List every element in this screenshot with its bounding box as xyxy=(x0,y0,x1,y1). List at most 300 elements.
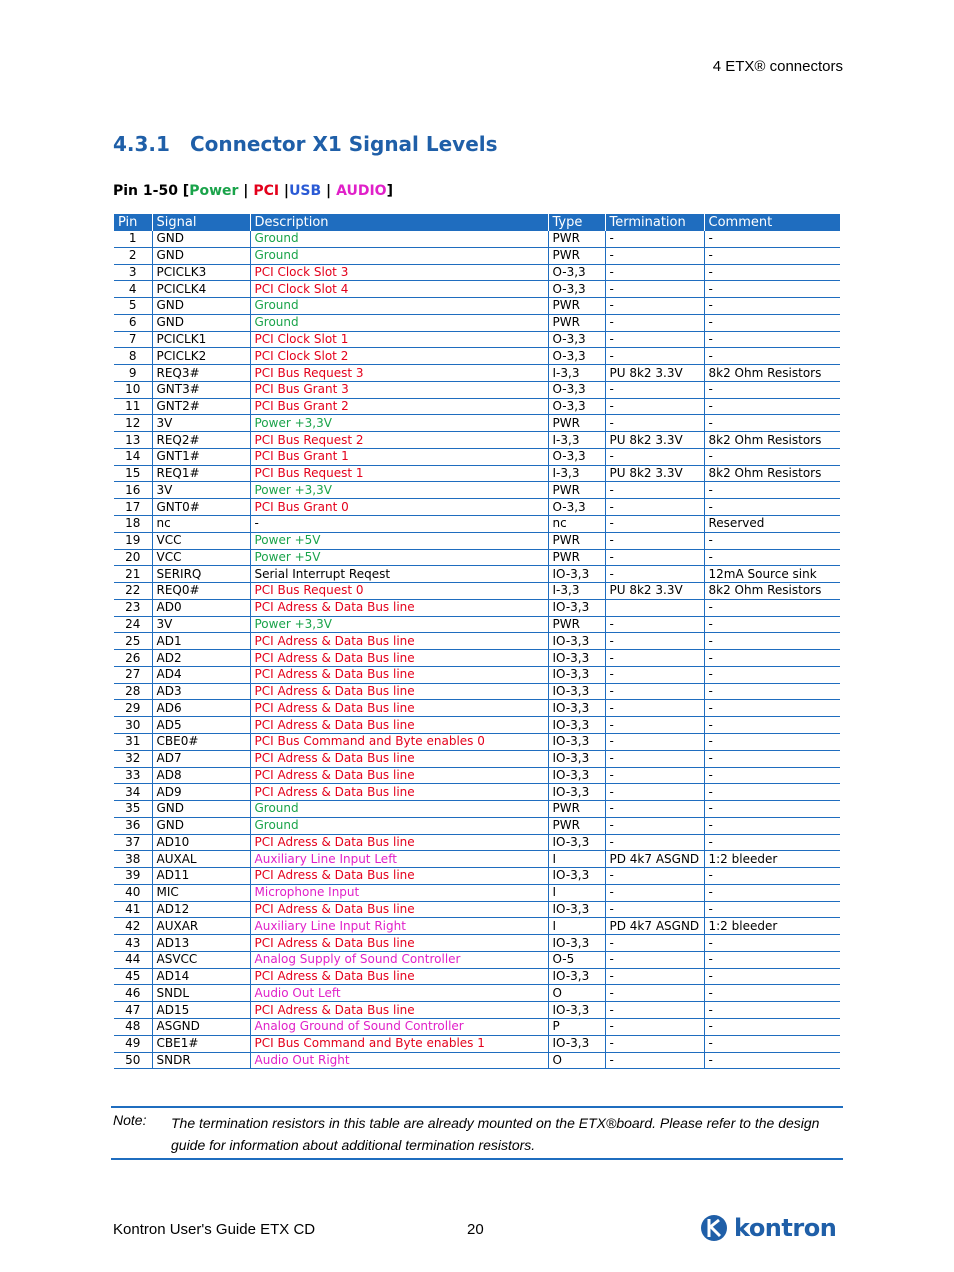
cell-comment: - xyxy=(704,532,840,549)
cell-type: PWR xyxy=(548,298,605,315)
table-row xyxy=(114,599,840,616)
cell-termination: - xyxy=(605,314,704,331)
chapter-header: 4 ETX® connectors xyxy=(712,58,843,75)
cell-signal: 3V xyxy=(152,616,250,633)
cell-pin: 11 xyxy=(114,398,152,415)
cell-description: PCI Bus Request 3 xyxy=(250,365,548,382)
cell-type: IO-3,3 xyxy=(548,1002,605,1019)
cell-signal: SNDR xyxy=(152,1052,250,1069)
cell-signal: AD9 xyxy=(152,784,250,801)
cell-comment: - xyxy=(704,448,840,465)
cell-pin: 46 xyxy=(114,985,152,1002)
cell-type: I-3,3 xyxy=(548,432,605,449)
cell-description: PCI Adress & Data Bus line xyxy=(250,683,548,700)
cell-pin: 25 xyxy=(114,633,152,650)
cell-termination: - xyxy=(605,633,704,650)
cell-type: PWR xyxy=(548,415,605,432)
cell-description: Auxiliary Line Input Left xyxy=(250,851,548,868)
cell-comment: - xyxy=(704,700,840,717)
cell-description: PCI Adress & Data Bus line xyxy=(250,633,548,650)
cell-comment: - xyxy=(704,482,840,499)
cell-type: IO-3,3 xyxy=(548,683,605,700)
cell-signal: AD2 xyxy=(152,650,250,667)
cell-description: PCI Adress & Data Bus line xyxy=(250,767,548,784)
table-row xyxy=(114,968,840,985)
cell-description: PCI Clock Slot 4 xyxy=(250,281,548,298)
cell-comment: - xyxy=(704,314,840,331)
cell-description: Serial Interrupt Reqest xyxy=(250,566,548,583)
cell-comment: - xyxy=(704,834,840,851)
table-row xyxy=(114,985,840,1002)
cell-termination: - xyxy=(605,968,704,985)
cell-termination: - xyxy=(605,700,704,717)
table-row xyxy=(114,331,840,348)
table-row xyxy=(114,935,840,952)
cell-type: O-3,3 xyxy=(548,448,605,465)
kontron-logo xyxy=(700,1214,836,1242)
cell-pin: 34 xyxy=(114,784,152,801)
kontron-logo-icon xyxy=(700,1214,728,1242)
cell-signal: GND xyxy=(152,817,250,834)
cell-pin: 35 xyxy=(114,801,152,818)
cell-type: I xyxy=(548,884,605,901)
cell-termination: - xyxy=(605,231,704,247)
cell-termination: - xyxy=(605,666,704,683)
cell-type: I xyxy=(548,851,605,868)
cell-pin: 7 xyxy=(114,331,152,348)
cell-comment: - xyxy=(704,633,840,650)
column-header-termination: Termination xyxy=(605,214,704,231)
cell-pin: 16 xyxy=(114,482,152,499)
table-header-row xyxy=(114,214,840,231)
cell-pin: 41 xyxy=(114,901,152,918)
cell-type: IO-3,3 xyxy=(548,868,605,885)
table-row xyxy=(114,231,840,247)
cell-description: PCI Adress & Data Bus line xyxy=(250,784,548,801)
cell-pin: 24 xyxy=(114,616,152,633)
cell-description: - xyxy=(250,516,548,533)
pin-range-heading xyxy=(113,183,393,199)
table-row xyxy=(114,868,840,885)
cell-termination: - xyxy=(605,298,704,315)
cell-signal: GND xyxy=(152,231,250,247)
cell-termination: - xyxy=(605,264,704,281)
cell-signal: AD15 xyxy=(152,1002,250,1019)
cell-pin: 23 xyxy=(114,599,152,616)
cell-description: Microphone Input xyxy=(250,884,548,901)
cell-termination: - xyxy=(605,381,704,398)
cell-termination: - xyxy=(605,482,704,499)
cell-description: Auxiliary Line Input Right xyxy=(250,918,548,935)
cell-termination: - xyxy=(605,448,704,465)
table-row xyxy=(114,884,840,901)
table-row xyxy=(114,1018,840,1035)
cell-description: PCI Bus Command and Byte enables 0 xyxy=(250,733,548,750)
column-header-signal: Signal xyxy=(152,214,250,231)
cell-description: Ground xyxy=(250,801,548,818)
cell-comment: - xyxy=(704,247,840,264)
table-row xyxy=(114,1002,840,1019)
cell-pin: 18 xyxy=(114,516,152,533)
table-row xyxy=(114,465,840,482)
cell-signal: GND xyxy=(152,801,250,818)
cell-description: PCI Adress & Data Bus line xyxy=(250,868,548,885)
cell-type: I-3,3 xyxy=(548,365,605,382)
cell-type: O-3,3 xyxy=(548,381,605,398)
cell-type: IO-3,3 xyxy=(548,666,605,683)
cell-pin: 6 xyxy=(114,314,152,331)
cell-signal: 3V xyxy=(152,482,250,499)
cell-comment: - xyxy=(704,398,840,415)
cell-signal: GNT1# xyxy=(152,448,250,465)
cell-pin: 45 xyxy=(114,968,152,985)
column-header-description: Description xyxy=(250,214,548,231)
table-row xyxy=(114,750,840,767)
cell-type: IO-3,3 xyxy=(548,599,605,616)
cell-pin: 12 xyxy=(114,415,152,432)
cell-termination: - xyxy=(605,499,704,516)
cell-description: Ground xyxy=(250,298,548,315)
cell-comment: 8k2 Ohm Resistors xyxy=(704,365,840,382)
cell-pin: 20 xyxy=(114,549,152,566)
cell-pin: 1 xyxy=(114,231,152,247)
cell-description: PCI Adress & Data Bus line xyxy=(250,1002,548,1019)
cell-pin: 21 xyxy=(114,566,152,583)
cell-termination: PD 4k7 ASGND xyxy=(605,918,704,935)
table-row xyxy=(114,381,840,398)
cell-pin: 10 xyxy=(114,381,152,398)
table-row xyxy=(114,801,840,818)
section-title xyxy=(113,132,498,156)
cell-termination: PU 8k2 3.3V xyxy=(605,432,704,449)
cell-type: IO-3,3 xyxy=(548,717,605,734)
cell-description: PCI Adress & Data Bus line xyxy=(250,834,548,851)
cell-pin: 31 xyxy=(114,733,152,750)
cell-type: IO-3,3 xyxy=(548,633,605,650)
cell-comment: - xyxy=(704,298,840,315)
table-row xyxy=(114,666,840,683)
cell-pin: 26 xyxy=(114,650,152,667)
cell-signal: PCICLK2 xyxy=(152,348,250,365)
table-row xyxy=(114,516,840,533)
cell-type: PWR xyxy=(548,801,605,818)
cell-pin: 4 xyxy=(114,281,152,298)
table-row xyxy=(114,851,840,868)
cell-termination: - xyxy=(605,650,704,667)
cell-signal: GNT0# xyxy=(152,499,250,516)
cell-type: PWR xyxy=(548,247,605,264)
cell-type: IO-3,3 xyxy=(548,733,605,750)
cell-signal: ASVCC xyxy=(152,951,250,968)
legend-separator: | xyxy=(279,183,290,199)
table-row xyxy=(114,482,840,499)
cell-comment: - xyxy=(704,683,840,700)
cell-type: I-3,3 xyxy=(548,583,605,600)
cell-signal: AD11 xyxy=(152,868,250,885)
cell-comment: - xyxy=(704,348,840,365)
table-row xyxy=(114,834,840,851)
cell-pin: 15 xyxy=(114,465,152,482)
cell-type: I xyxy=(548,918,605,935)
cell-signal: nc xyxy=(152,516,250,533)
cell-comment: - xyxy=(704,381,840,398)
cell-comment: 8k2 Ohm Resistors xyxy=(704,432,840,449)
cell-type: PWR xyxy=(548,532,605,549)
cell-termination: PU 8k2 3.3V xyxy=(605,465,704,482)
cell-comment: - xyxy=(704,281,840,298)
cell-pin: 5 xyxy=(114,298,152,315)
cell-type: O xyxy=(548,985,605,1002)
cell-pin: 47 xyxy=(114,1002,152,1019)
page-number: 20 xyxy=(467,1221,484,1238)
cell-comment: - xyxy=(704,951,840,968)
cell-type: O-5 xyxy=(548,951,605,968)
cell-signal: ASGND xyxy=(152,1018,250,1035)
cell-termination: - xyxy=(605,398,704,415)
cell-pin: 39 xyxy=(114,868,152,885)
cell-description: PCI Clock Slot 1 xyxy=(250,331,548,348)
legend-separator: | xyxy=(238,183,254,199)
cell-signal: AD5 xyxy=(152,717,250,734)
cell-termination: - xyxy=(605,817,704,834)
cell-description: PCI Adress & Data Bus line xyxy=(250,666,548,683)
table-row xyxy=(114,767,840,784)
table-row xyxy=(114,448,840,465)
cell-signal: AD1 xyxy=(152,633,250,650)
cell-type: IO-3,3 xyxy=(548,750,605,767)
cell-signal: AUXAL xyxy=(152,851,250,868)
cell-description: PCI Bus Grant 1 xyxy=(250,448,548,465)
cell-signal: SERIRQ xyxy=(152,566,250,583)
cell-signal: AD0 xyxy=(152,599,250,616)
cell-comment: - xyxy=(704,817,840,834)
cell-termination: - xyxy=(605,566,704,583)
cell-pin: 37 xyxy=(114,834,152,851)
section-number: 4.3.1 xyxy=(113,132,170,156)
cell-comment: - xyxy=(704,985,840,1002)
cell-pin: 28 xyxy=(114,683,152,700)
table-row xyxy=(114,784,840,801)
cell-termination: - xyxy=(605,1018,704,1035)
cell-signal: AD4 xyxy=(152,666,250,683)
legend-pci: PCI xyxy=(253,183,280,199)
cell-description: PCI Bus Request 1 xyxy=(250,465,548,482)
table-row xyxy=(114,247,840,264)
cell-termination: - xyxy=(605,951,704,968)
cell-pin: 13 xyxy=(114,432,152,449)
cell-description: PCI Adress & Data Bus line xyxy=(250,700,548,717)
cell-description: PCI Bus Request 2 xyxy=(250,432,548,449)
cell-signal: CBE1# xyxy=(152,1035,250,1052)
cell-signal: MIC xyxy=(152,884,250,901)
cell-description: Power +3,3V xyxy=(250,415,548,432)
cell-description: Power +3,3V xyxy=(250,616,548,633)
table-row xyxy=(114,583,840,600)
column-header-comment: Comment xyxy=(704,214,840,231)
cell-type: PWR xyxy=(548,314,605,331)
cell-pin: 49 xyxy=(114,1035,152,1052)
table-row xyxy=(114,951,840,968)
pin-heading-prefix: Pin 1-50 [ xyxy=(113,183,190,199)
legend-separator: | xyxy=(321,183,337,199)
table-row xyxy=(114,633,840,650)
cell-termination: - xyxy=(605,767,704,784)
cell-type: IO-3,3 xyxy=(548,700,605,717)
cell-pin: 42 xyxy=(114,918,152,935)
cell-description: PCI Bus Command and Byte enables 1 xyxy=(250,1035,548,1052)
cell-signal: VCC xyxy=(152,532,250,549)
cell-termination: - xyxy=(605,532,704,549)
cell-description: Ground xyxy=(250,314,548,331)
table-row xyxy=(114,700,840,717)
cell-termination: - xyxy=(605,868,704,885)
cell-termination: - xyxy=(605,616,704,633)
pin-heading-suffix: ] xyxy=(386,183,393,199)
cell-comment: - xyxy=(704,331,840,348)
cell-termination: - xyxy=(605,516,704,533)
cell-description: Analog Supply of Sound Controller xyxy=(250,951,548,968)
cell-comment: - xyxy=(704,968,840,985)
cell-pin: 14 xyxy=(114,448,152,465)
table-row xyxy=(114,733,840,750)
cell-pin: 19 xyxy=(114,532,152,549)
logo-wordmark: kontron xyxy=(734,1214,837,1242)
cell-description: PCI Adress & Data Bus line xyxy=(250,935,548,952)
cell-signal: AD10 xyxy=(152,834,250,851)
cell-signal: AUXAR xyxy=(152,918,250,935)
cell-description: PCI Adress & Data Bus line xyxy=(250,750,548,767)
cell-comment: - xyxy=(704,549,840,566)
table-row xyxy=(114,616,840,633)
cell-description: PCI Clock Slot 2 xyxy=(250,348,548,365)
cell-type: IO-3,3 xyxy=(548,566,605,583)
cell-pin: 50 xyxy=(114,1052,152,1069)
cell-type: PWR xyxy=(548,616,605,633)
cell-signal: GNT2# xyxy=(152,398,250,415)
table-body xyxy=(114,231,840,1069)
cell-description: PCI Bus Request 0 xyxy=(250,583,548,600)
cell-comment: - xyxy=(704,935,840,952)
cell-termination: - xyxy=(605,1002,704,1019)
legend-audio: AUDIO xyxy=(336,183,387,199)
table-row xyxy=(114,314,840,331)
table-row xyxy=(114,499,840,516)
cell-pin: 30 xyxy=(114,717,152,734)
cell-type: PWR xyxy=(548,549,605,566)
cell-pin: 40 xyxy=(114,884,152,901)
cell-pin: 27 xyxy=(114,666,152,683)
cell-comment: 12mA Source sink xyxy=(704,566,840,583)
cell-comment: - xyxy=(704,264,840,281)
cell-signal: AD8 xyxy=(152,767,250,784)
cell-type: I-3,3 xyxy=(548,465,605,482)
cell-comment: - xyxy=(704,231,840,247)
table-row xyxy=(114,817,840,834)
cell-description: Power +5V xyxy=(250,549,548,566)
cell-pin: 17 xyxy=(114,499,152,516)
cell-type: IO-3,3 xyxy=(548,968,605,985)
table-row xyxy=(114,717,840,734)
cell-signal: GNT3# xyxy=(152,381,250,398)
table-row xyxy=(114,566,840,583)
note-label: Note: xyxy=(113,1112,147,1128)
cell-comment: - xyxy=(704,599,840,616)
cell-type: IO-3,3 xyxy=(548,901,605,918)
cell-description: PCI Clock Slot 3 xyxy=(250,264,548,281)
cell-signal: PCICLK4 xyxy=(152,281,250,298)
cell-comment: - xyxy=(704,666,840,683)
cell-pin: 48 xyxy=(114,1018,152,1035)
cell-termination: - xyxy=(605,834,704,851)
cell-type: IO-3,3 xyxy=(548,834,605,851)
cell-signal: AD6 xyxy=(152,700,250,717)
cell-termination: - xyxy=(605,1052,704,1069)
cell-comment: - xyxy=(704,784,840,801)
table-row xyxy=(114,281,840,298)
cell-termination: - xyxy=(605,331,704,348)
cell-comment: - xyxy=(704,1002,840,1019)
table-row xyxy=(114,415,840,432)
cell-description: Ground xyxy=(250,817,548,834)
cell-termination: - xyxy=(605,784,704,801)
note-box xyxy=(111,1106,843,1160)
cell-termination: - xyxy=(605,884,704,901)
cell-termination: PU 8k2 3.3V xyxy=(605,365,704,382)
legend-usb: USB xyxy=(289,183,322,199)
cell-termination: PD 4k7 ASGND xyxy=(605,851,704,868)
cell-description: PCI Bus Grant 2 xyxy=(250,398,548,415)
cell-termination: - xyxy=(605,348,704,365)
cell-pin: 36 xyxy=(114,817,152,834)
table-row xyxy=(114,549,840,566)
cell-termination: - xyxy=(605,985,704,1002)
cell-signal: REQ3# xyxy=(152,365,250,382)
cell-comment: 8k2 Ohm Resistors xyxy=(704,465,840,482)
cell-comment: - xyxy=(704,499,840,516)
cell-termination: - xyxy=(605,415,704,432)
cell-termination: - xyxy=(605,717,704,734)
cell-comment: - xyxy=(704,750,840,767)
cell-comment: - xyxy=(704,901,840,918)
cell-description: Ground xyxy=(250,231,548,247)
cell-termination xyxy=(605,599,704,616)
cell-description: PCI Adress & Data Bus line xyxy=(250,599,548,616)
column-header-type: Type xyxy=(548,214,605,231)
cell-type: O-3,3 xyxy=(548,348,605,365)
cell-termination: - xyxy=(605,683,704,700)
cell-description: Power +5V xyxy=(250,532,548,549)
cell-type: O-3,3 xyxy=(548,499,605,516)
cell-termination: - xyxy=(605,549,704,566)
cell-pin: 3 xyxy=(114,264,152,281)
cell-comment: - xyxy=(704,868,840,885)
cell-comment: - xyxy=(704,733,840,750)
cell-signal: REQ0# xyxy=(152,583,250,600)
cell-signal: REQ2# xyxy=(152,432,250,449)
cell-signal: GND xyxy=(152,298,250,315)
cell-comment: - xyxy=(704,1018,840,1035)
cell-type: O-3,3 xyxy=(548,281,605,298)
cell-comment: - xyxy=(704,650,840,667)
table-row xyxy=(114,683,840,700)
cell-type: nc xyxy=(548,516,605,533)
cell-type: IO-3,3 xyxy=(548,1035,605,1052)
cell-comment: Reserved xyxy=(704,516,840,533)
cell-termination: - xyxy=(605,801,704,818)
table-row xyxy=(114,650,840,667)
cell-type: IO-3,3 xyxy=(548,767,605,784)
cell-description: PCI Bus Grant 0 xyxy=(250,499,548,516)
